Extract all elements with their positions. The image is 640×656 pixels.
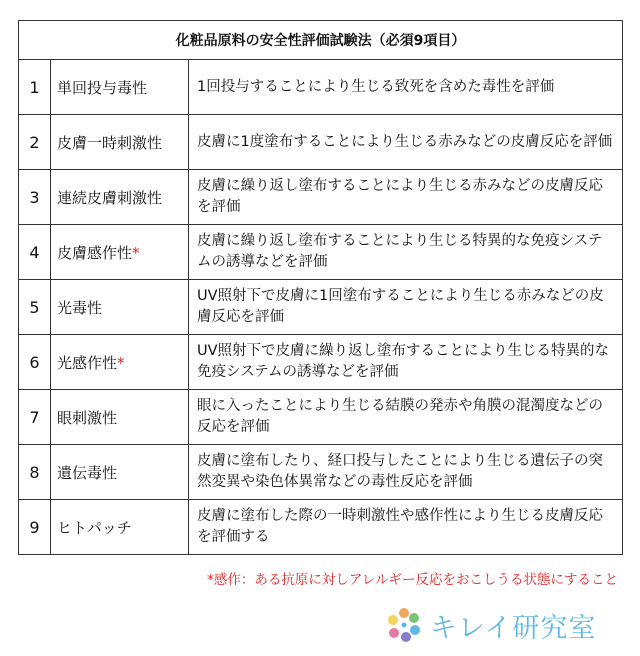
test-name: 光感作性* <box>51 335 189 390</box>
table-row <box>19 500 623 555</box>
safety-test-table <box>18 20 623 555</box>
table-row <box>19 390 623 445</box>
table-row <box>19 445 623 500</box>
row-number: 3 <box>19 170 51 225</box>
table-row <box>19 335 623 390</box>
test-description: 眼に入ったことにより生じる結膜の発赤や角膜の混濁度などの反応を評価 <box>189 390 623 445</box>
test-description: 皮膚に1度塗布することにより生じる赤みなどの皮膚反応を評価 <box>189 115 623 170</box>
row-number: 4 <box>19 225 51 280</box>
test-name: 皮膚感作性* <box>51 225 189 280</box>
flower-logo-icon <box>384 605 424 645</box>
row-number: 5 <box>19 280 51 335</box>
row-number: 9 <box>19 500 51 555</box>
test-name: 眼刺激性 <box>51 390 189 445</box>
table-row <box>19 225 623 280</box>
test-name: 連続皮膚刺激性 <box>51 170 189 225</box>
brand-logo <box>384 603 596 647</box>
test-description: UV照射下で皮膚に繰り返し塗布することにより生じる特異的な免疫システムの誘導などを評価 <box>189 335 623 390</box>
table-row <box>19 115 623 170</box>
test-name: 遺伝毒性 <box>51 445 189 500</box>
test-description: 1回投与することにより生じる致死を含めた毒性を評価 <box>189 60 623 115</box>
test-description: 皮膚に塗布したり、経口投与したことにより生じる遺伝子の突然変異や染色体異常などの毒性反応を評価 <box>189 445 623 500</box>
test-description: 皮膚に繰り返し塗布することにより生じる特異的な免疫システムの誘導などを評価 <box>189 225 623 280</box>
test-description: 皮膚に繰り返し塗布することにより生じる赤みなどの皮膚反応を評価 <box>189 170 623 225</box>
asterisk-mark: * <box>117 353 125 372</box>
row-number: 2 <box>19 115 51 170</box>
asterisk-mark: * <box>132 243 140 262</box>
footnote: *感作：ある抗原に対しアレルギー反応をおこしうる状態にすること <box>207 572 618 588</box>
test-name: 皮膚一時刺激性 <box>51 115 189 170</box>
row-number: 7 <box>19 390 51 445</box>
table-row <box>19 60 623 115</box>
row-number: 8 <box>19 445 51 500</box>
row-number: 6 <box>19 335 51 390</box>
row-number: 1 <box>19 60 51 115</box>
logo-text: キレイ研究室 <box>430 612 597 644</box>
table-row <box>19 280 623 335</box>
test-name: 単回投与毒性 <box>51 60 189 115</box>
table-title: 化粧品原料の安全性評価試験法（必須9項目） <box>19 21 623 60</box>
test-name: 光毒性 <box>51 280 189 335</box>
test-name: ヒトパッチ <box>51 500 189 555</box>
test-description: 皮膚に塗布した際の一時刺激性や感作性により生じる皮膚反応を評価する <box>189 500 623 555</box>
table-row <box>19 170 623 225</box>
test-description: UV照射下で皮膚に1回塗布することにより生じる赤みなどの皮膚反応を評価 <box>189 280 623 335</box>
